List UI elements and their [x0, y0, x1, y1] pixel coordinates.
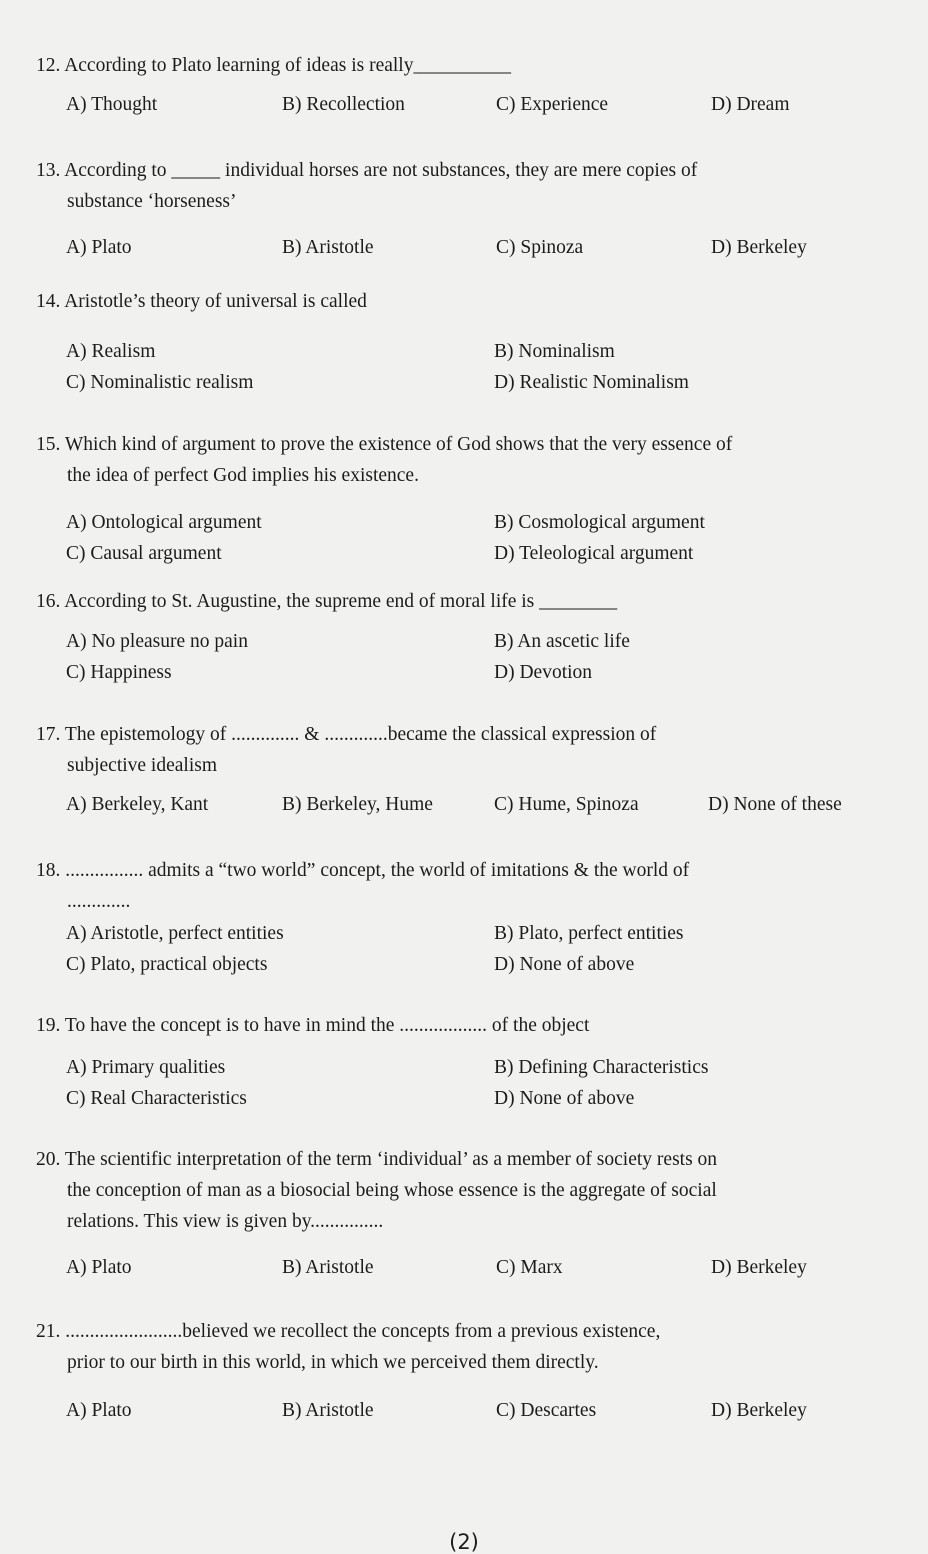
options-21 — [66, 1400, 896, 1430]
option-d: D) None of above — [494, 954, 635, 975]
question-text: According to St. Augustine, the supreme end of moral life is ________ — [64, 591, 618, 612]
question-number: 19. — [36, 1015, 61, 1036]
question-text-line1: ................ admits a “two world” concept, the world of imitations & the world of — [65, 860, 690, 881]
option-b: B) Plato, perfect entities — [494, 923, 684, 944]
option-d: D) None of these — [708, 794, 842, 815]
option-a: A) Ontological argument — [66, 512, 262, 533]
option-d: D) Teleological argument — [494, 543, 694, 564]
options-14 — [66, 336, 896, 398]
option-b: B) Berkeley, Hume — [282, 794, 433, 815]
question-text-line2: the idea of perfect God implies his existence. — [67, 465, 419, 486]
question-text-line1: According to _____ individual horses are not substances, they are mere copies of — [64, 160, 698, 181]
option-c: C) Plato, practical objects — [66, 954, 268, 975]
question-16 — [36, 586, 894, 617]
question-19 — [36, 1010, 894, 1041]
question-13 — [36, 155, 894, 217]
option-c: C) Causal argument — [66, 543, 222, 564]
question-text: According to Plato learning of ideas is really__________ — [64, 55, 511, 76]
options-16 — [66, 626, 896, 688]
option-d: D) None of above — [494, 1088, 635, 1109]
question-14 — [36, 286, 894, 317]
question-text-line2: subjective idealism — [67, 755, 218, 776]
option-a: A) Plato — [66, 237, 132, 258]
question-text-line3: relations. This view is given by............... — [67, 1211, 384, 1232]
question-text-line1: ........................believed we recollect the concepts from a previous existence, — [65, 1321, 661, 1342]
question-21 — [36, 1316, 894, 1378]
question-number: 15. — [36, 434, 61, 455]
question-number: 21. — [36, 1321, 61, 1342]
option-b: B) Cosmological argument — [494, 512, 705, 533]
option-d: D) Dream — [711, 94, 790, 115]
question-number: 13. — [36, 160, 61, 181]
options-19 — [66, 1052, 896, 1114]
question-number: 20. — [36, 1149, 61, 1170]
question-text: Aristotle’s theory of universal is called — [64, 291, 367, 312]
question-15 — [36, 429, 894, 491]
question-text-line2: the conception of man as a biosocial being whose essence is the aggregate of social — [67, 1180, 717, 1201]
option-a: A) Berkeley, Kant — [66, 794, 209, 815]
option-d: D) Devotion — [494, 662, 593, 683]
question-18 — [36, 855, 894, 917]
option-d: D) Berkeley — [711, 1257, 807, 1278]
options-17 — [66, 794, 896, 824]
option-c: C) Marx — [496, 1257, 563, 1278]
option-b: B) Aristotle — [282, 1400, 374, 1421]
question-number: 14. — [36, 291, 61, 312]
option-a: A) Plato — [66, 1257, 132, 1278]
option-c: C) Experience — [496, 94, 609, 115]
page-number: (2) — [449, 1530, 479, 1554]
question-number: 17. — [36, 724, 61, 745]
question-text: To have the concept is to have in mind the .................. of the object — [64, 1015, 590, 1036]
option-b: B) Aristotle — [282, 1257, 374, 1278]
question-text-line2: prior to our birth in this world, in which we perceived them directly. — [67, 1352, 599, 1373]
option-b: B) Nominalism — [494, 341, 615, 362]
options-20 — [66, 1257, 896, 1287]
option-b: B) Defining Characteristics — [494, 1057, 709, 1078]
question-text-line2: substance ‘horseness’ — [67, 191, 237, 212]
question-17 — [36, 719, 894, 781]
option-b: B) An ascetic life — [494, 631, 630, 652]
question-number: 16. — [36, 591, 61, 612]
option-b: B) Recollection — [282, 94, 405, 115]
question-text-line1: The scientific interpretation of the term ‘individual’ as a member of society rests on — [64, 1149, 718, 1170]
question-text-line1: The epistemology of .............. & .............became the classical expression of — [64, 724, 657, 745]
option-a: A) No pleasure no pain — [66, 631, 248, 652]
option-a: A) Aristotle, perfect entities — [66, 923, 284, 944]
question-20 — [36, 1144, 894, 1237]
question-text-line1: Which kind of argument to prove the existence of God shows that the very essence of — [64, 434, 733, 455]
options-12 — [66, 94, 896, 124]
question-number: 18. — [36, 860, 61, 881]
options-18 — [66, 918, 896, 980]
option-c: C) Descartes — [496, 1400, 597, 1421]
question-12 — [36, 50, 894, 81]
options-15 — [66, 507, 896, 569]
option-a: A) Thought — [66, 94, 158, 115]
option-c: C) Spinoza — [496, 237, 584, 258]
option-c: C) Real Characteristics — [66, 1088, 247, 1109]
option-a: A) Primary qualities — [66, 1057, 226, 1078]
option-d: D) Berkeley — [711, 1400, 807, 1421]
option-d: D) Berkeley — [711, 237, 807, 258]
option-a: A) Plato — [66, 1400, 132, 1421]
question-number: 12. — [36, 55, 61, 76]
options-13 — [66, 237, 896, 267]
option-c: C) Hume, Spinoza — [494, 794, 639, 815]
option-c: C) Happiness — [66, 662, 172, 683]
option-b: B) Aristotle — [282, 237, 374, 258]
option-d: D) Realistic Nominalism — [494, 372, 689, 393]
option-c: C) Nominalistic realism — [66, 372, 254, 393]
question-text-line2: ............. — [67, 891, 131, 912]
option-a: A) Realism — [66, 341, 156, 362]
